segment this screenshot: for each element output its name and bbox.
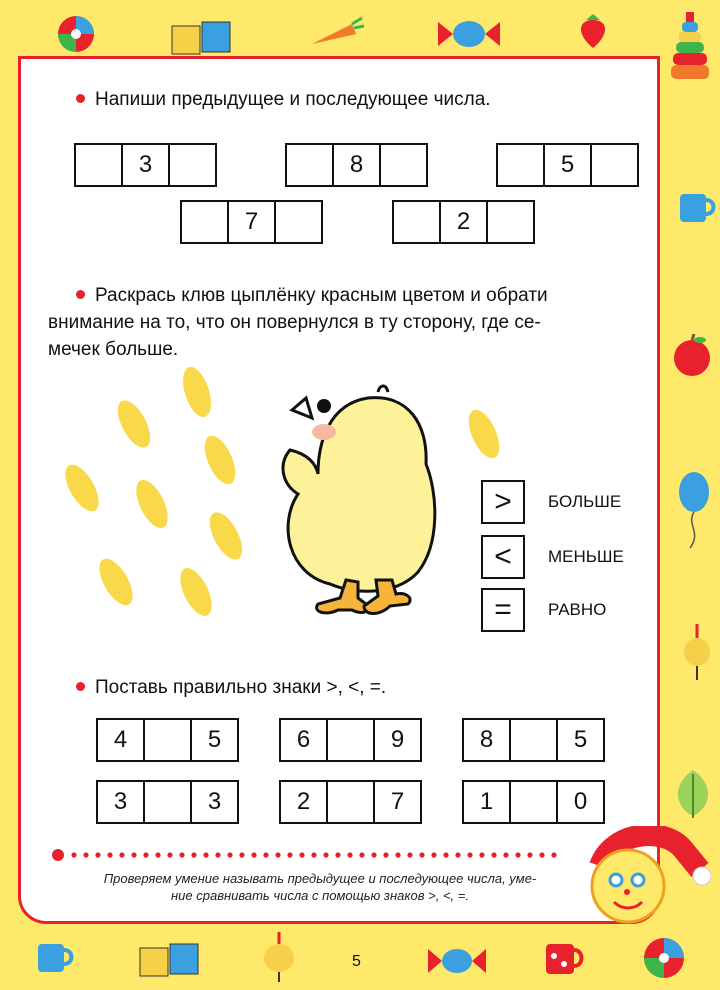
sign-slot[interactable] <box>511 782 558 822</box>
given-number: 7 <box>229 202 276 242</box>
number-neighbors-box <box>74 143 217 187</box>
sign-slot[interactable] <box>145 720 192 760</box>
divider-dot <box>107 852 112 857</box>
chick-beak[interactable] <box>292 398 312 418</box>
divider-dot <box>539 852 544 857</box>
comparison-box <box>96 718 239 762</box>
task1-instruction: Напиши предыдущее и последующее числа. <box>76 86 491 113</box>
divider-dot <box>119 852 124 857</box>
divider-dot <box>179 852 184 857</box>
divider-dot <box>491 852 496 857</box>
divider-dot <box>251 852 256 857</box>
candy-icon <box>436 16 502 52</box>
chick-illustration <box>268 384 448 624</box>
alphabet-blocks-icon <box>170 18 234 56</box>
left-number: 3 <box>98 782 145 822</box>
divider-dot <box>83 852 88 857</box>
divider-dot <box>263 852 268 857</box>
divider-dot <box>311 852 316 857</box>
divider-dot <box>395 852 400 857</box>
sign-slot[interactable] <box>145 782 192 822</box>
left-number: 1 <box>464 782 511 822</box>
page-number: 5 <box>352 953 361 970</box>
blank-cell[interactable] <box>182 202 229 242</box>
divider-dot <box>443 852 448 857</box>
comparison-box <box>279 780 422 824</box>
divider-dot <box>383 852 388 857</box>
leaf-icon <box>670 768 716 820</box>
given-number: 5 <box>545 145 592 185</box>
divider-dot <box>515 852 520 857</box>
divider-dot <box>551 852 556 857</box>
blank-cell[interactable] <box>76 145 123 185</box>
divider-dot <box>143 852 148 857</box>
left-number: 4 <box>98 720 145 760</box>
divider-dot <box>419 852 424 857</box>
mug-icon <box>676 188 716 226</box>
greater-sign-box: > <box>481 480 525 524</box>
divider-dot <box>527 852 532 857</box>
given-number: 3 <box>123 145 170 185</box>
divider-dot <box>191 852 196 857</box>
number-neighbors-box <box>285 143 428 187</box>
given-number: 2 <box>441 202 488 242</box>
strawberry-icon <box>576 14 610 50</box>
divider-dot <box>323 852 328 857</box>
divider-dot <box>371 852 376 857</box>
blank-cell[interactable] <box>488 202 533 242</box>
divider-dot <box>203 852 208 857</box>
mug-icon <box>34 938 76 978</box>
divider-dot <box>239 852 244 857</box>
task2-instruction: Раскрась клюв цыплёнку красным цветом и обрати внимание на то, что он повернулся в ту сторону, где се- мечек больше. <box>48 285 548 360</box>
balloon-icon <box>676 470 712 550</box>
mug-icon <box>542 938 586 980</box>
equal-label: РАВНО <box>548 600 607 619</box>
blank-cell[interactable] <box>394 202 441 242</box>
alphabet-blocks-icon <box>138 940 202 980</box>
right-number: 5 <box>207 726 222 753</box>
blank-cell[interactable] <box>287 145 334 185</box>
left-number: 6 <box>281 720 328 760</box>
less-label: МЕНЬШЕ <box>548 547 624 566</box>
bullet-icon <box>76 682 85 691</box>
apple-icon <box>670 334 714 378</box>
comparison-box <box>462 780 605 824</box>
divider-dot <box>95 852 100 857</box>
equal-sign-box: = <box>481 588 525 632</box>
number-neighbors-box <box>496 143 639 187</box>
sign-slot[interactable] <box>328 720 375 760</box>
divider-dot <box>407 852 412 857</box>
bullet-icon <box>76 94 85 103</box>
divider-dot <box>335 852 340 857</box>
right-number: 9 <box>390 726 405 753</box>
blank-cell[interactable] <box>381 145 426 185</box>
ball-icon <box>642 936 686 980</box>
task3-instruction: Поставь правильно знаки >, <, =. <box>76 674 386 701</box>
divider-dot <box>167 852 172 857</box>
comparison-box <box>462 718 605 762</box>
right-number: 3 <box>207 788 222 815</box>
divider-dot <box>503 852 508 857</box>
spinning-top-icon <box>262 932 296 982</box>
carrot-icon <box>308 16 364 50</box>
blank-cell[interactable] <box>170 145 215 185</box>
spinning-top-icon <box>682 624 712 688</box>
divider-dot <box>275 852 280 857</box>
divider-dot <box>155 852 160 857</box>
divider-dot <box>347 852 352 857</box>
comparison-box <box>96 780 239 824</box>
divider-dot <box>479 852 484 857</box>
left-number: 8 <box>464 720 511 760</box>
right-number: 7 <box>390 788 405 815</box>
less-sign-box: < <box>481 535 525 579</box>
dotted-divider <box>50 848 570 862</box>
blank-cell[interactable] <box>276 202 321 242</box>
given-number: 8 <box>334 145 381 185</box>
candy-icon <box>426 944 488 978</box>
divider-dot <box>71 852 76 857</box>
comparison-box <box>279 718 422 762</box>
pyramid-toy-icon <box>670 12 710 86</box>
blank-cell[interactable] <box>592 145 637 185</box>
number-neighbors-box <box>180 200 323 244</box>
divider-dot <box>131 852 136 857</box>
sign-slot[interactable] <box>511 720 558 760</box>
bullet-icon <box>76 290 85 299</box>
right-number: 5 <box>573 726 588 753</box>
right-number: 0 <box>573 788 588 815</box>
greater-label: БОЛЬШЕ <box>548 492 622 511</box>
ball-icon <box>56 14 96 54</box>
divider-dot <box>299 852 304 857</box>
divider-dot <box>215 852 220 857</box>
divider-dot <box>227 852 232 857</box>
left-number: 2 <box>281 782 328 822</box>
divider-dot <box>359 852 364 857</box>
divider-dot <box>467 852 472 857</box>
clown-face-icon <box>582 826 712 926</box>
divider-dot <box>287 852 292 857</box>
sign-slot[interactable] <box>328 782 375 822</box>
divider-dot <box>455 852 460 857</box>
footnote: Проверяем умение называть предыдущее и последующее числа, уме- ние сравнивать числа с помощью знаков >, <, =. <box>103 871 537 903</box>
divider-dot <box>431 852 436 857</box>
blank-cell[interactable] <box>498 145 545 185</box>
number-neighbors-box <box>392 200 535 244</box>
